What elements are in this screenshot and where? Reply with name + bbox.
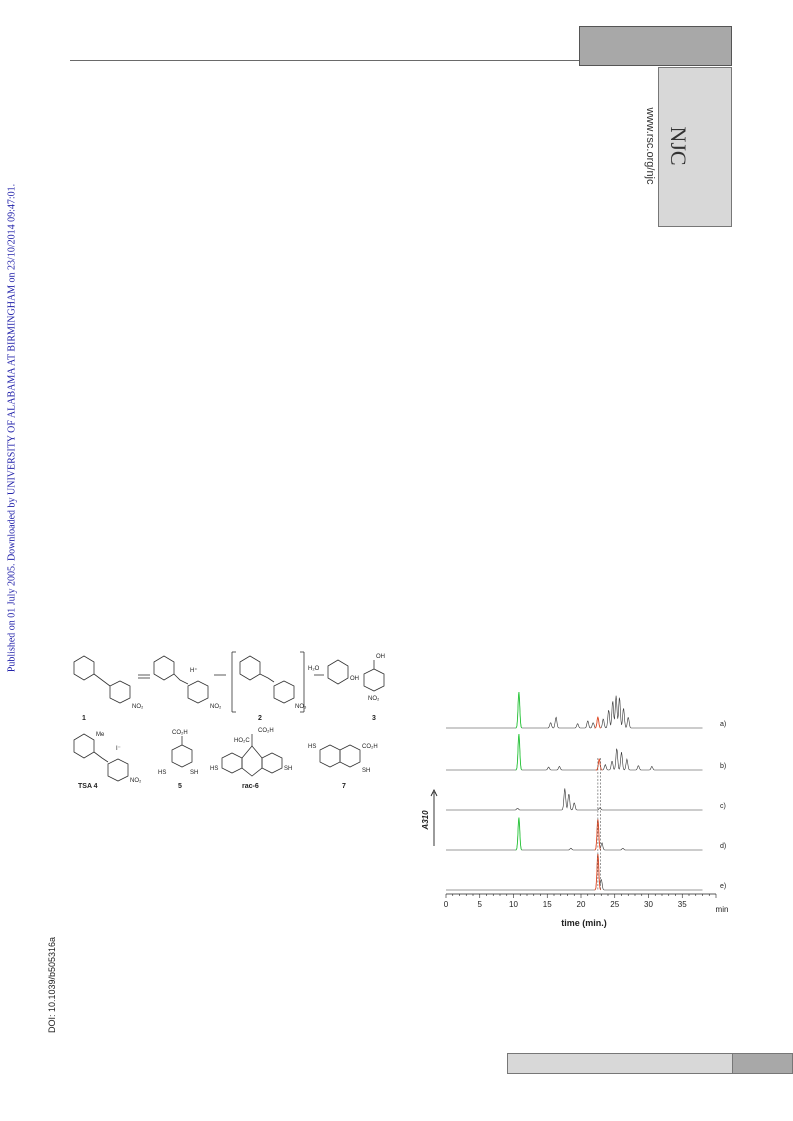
x-tick-label: 0 [443, 900, 449, 909]
chromatogram-trace [446, 692, 703, 728]
x-axis-unit: min [715, 905, 729, 914]
svg-text:SH: SH [190, 770, 199, 776]
doi-label: DOI: 10.1039/b505316a [47, 936, 57, 1034]
trace-label: d) [720, 843, 727, 850]
header-tab [579, 26, 732, 66]
svg-text:OH: OH [350, 676, 359, 682]
x-tick-label: 10 [509, 900, 518, 909]
compound-label: 7 [342, 783, 346, 790]
chromatogram-trace [446, 854, 703, 890]
svg-text:OH: OH [376, 654, 385, 660]
compound-label: TSA 4 [78, 783, 98, 790]
x-tick-label: 5 [477, 900, 482, 909]
svg-text:HO₂C: HO₂C [234, 738, 250, 744]
highlighted-peak [596, 759, 603, 770]
journal-abbrev: NJC [666, 126, 691, 166]
svg-text:NO₂: NO₂ [130, 778, 142, 784]
highlighted-peak [595, 717, 601, 728]
compound-label: 3 [372, 715, 376, 722]
trace-label: b) [720, 763, 727, 770]
x-tick-label: 15 [542, 900, 552, 909]
svg-text:NO₂: NO₂ [368, 696, 380, 702]
x-tick-label: 25 [610, 900, 620, 909]
svg-text:HS: HS [210, 766, 219, 772]
chromatogram-trace [446, 734, 703, 770]
published-note[interactable]: Published on 01 July 2005. Downloaded by UNIVERSITY OF ALABAMA AT BIRMINGHAM on 23/10/2014 09:47:01. [6, 183, 18, 673]
highlighted-peak [516, 818, 522, 850]
svg-text:Me: Me [96, 732, 105, 738]
x-tick-label: 35 [677, 900, 687, 909]
highlighted-peak [516, 734, 522, 770]
compound-label: 5 [178, 783, 182, 790]
svg-text:CO₂H: CO₂H [172, 730, 188, 736]
svg-text:H⁺: H⁺ [190, 668, 198, 674]
reaction-scheme [62, 650, 392, 790]
highlighted-peak [516, 692, 522, 728]
footer-tab [733, 1053, 793, 1074]
trace-label: a) [720, 721, 727, 728]
highlighted-peak [595, 819, 601, 850]
svg-text:HS: HS [308, 744, 317, 750]
svg-text:HS: HS [158, 770, 167, 776]
compound-label: rac-6 [242, 783, 259, 790]
trace-label: c) [720, 803, 726, 810]
svg-text:H₂O: H₂O [308, 666, 320, 672]
y-axis-arrow [431, 790, 437, 846]
svg-text:SH: SH [362, 768, 371, 774]
header-rule [70, 60, 580, 61]
hplc-chart [416, 680, 736, 930]
chromatogram-trace [446, 788, 703, 810]
svg-text:CO₂H: CO₂H [362, 744, 378, 750]
compound-label: 1 [82, 715, 86, 722]
footer-bar [507, 1053, 733, 1074]
svg-text:NO₂: NO₂ [132, 704, 144, 710]
svg-text:NO₂: NO₂ [210, 704, 222, 710]
x-tick-label: 20 [576, 900, 586, 909]
x-axis-label: time (min.) [561, 918, 607, 928]
svg-text:CO₂H: CO₂H [258, 728, 274, 734]
journal-url[interactable]: www.rsc.org/njc [644, 107, 656, 185]
y-axis-label: A310 [421, 810, 430, 830]
chromatogram-trace [446, 818, 703, 850]
svg-text:SH: SH [284, 766, 293, 772]
trace-label: e) [720, 883, 727, 890]
svg-text:I⁻: I⁻ [116, 746, 121, 752]
compound-label: 2 [258, 715, 262, 722]
x-tick-label: 30 [644, 900, 653, 909]
svg-text:NO₃: NO₃ [295, 704, 307, 710]
